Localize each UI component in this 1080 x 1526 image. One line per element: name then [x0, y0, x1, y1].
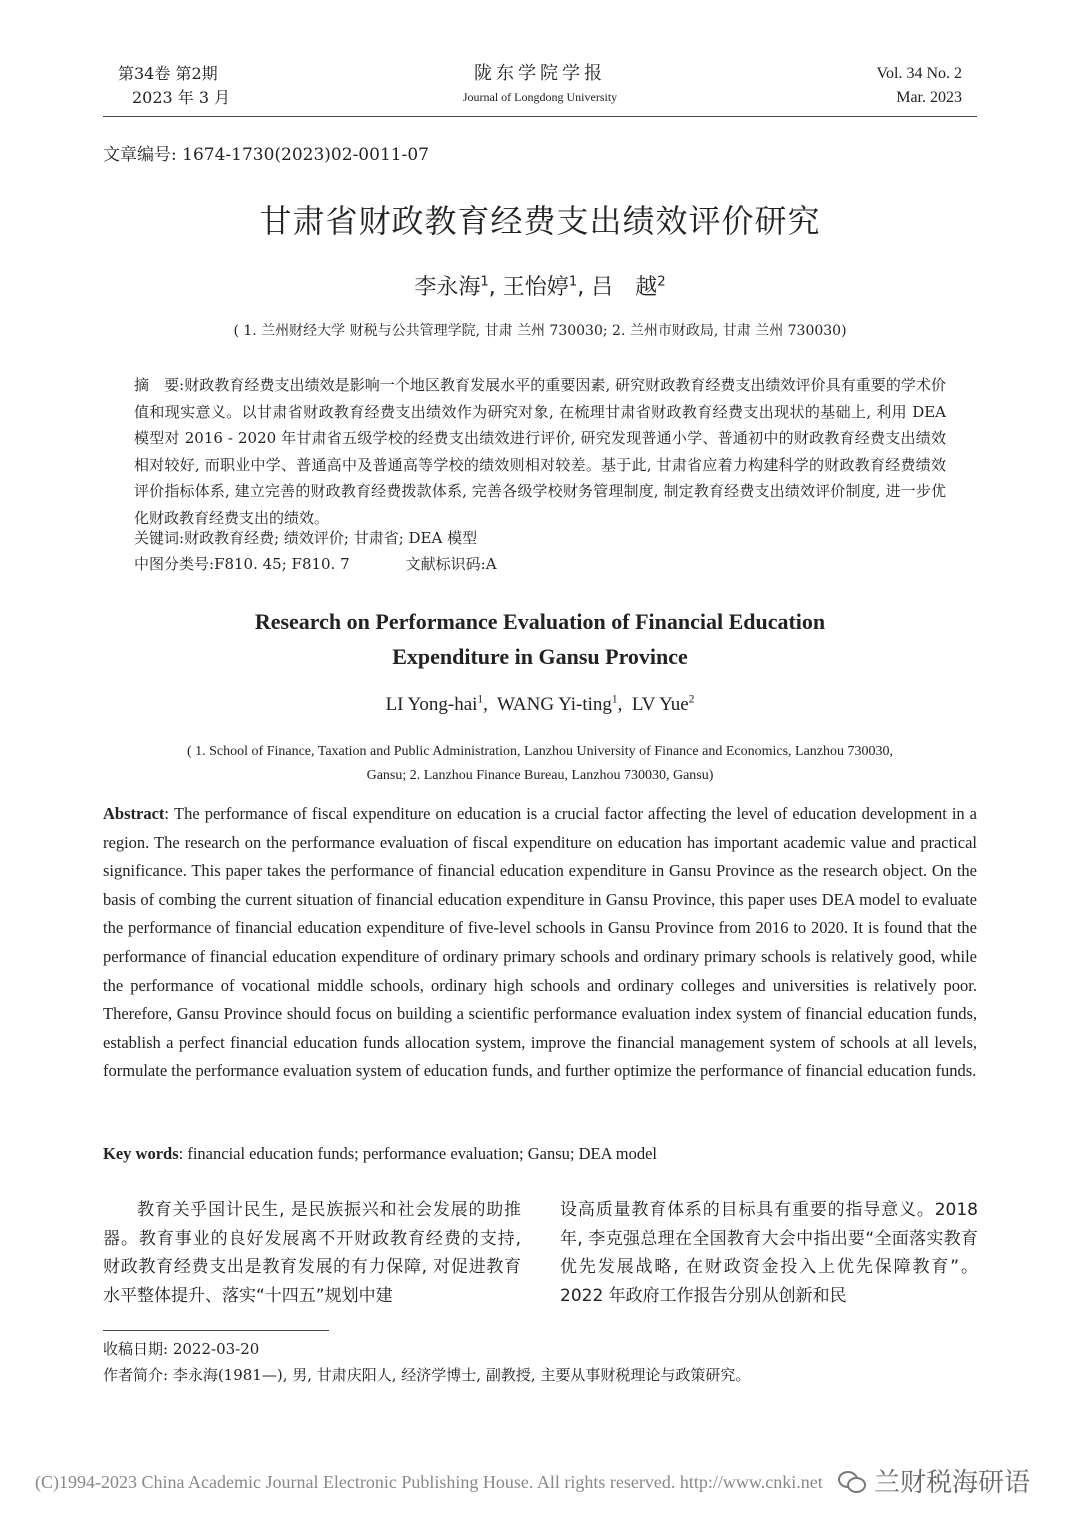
author-bio: 作者简介: 李永海(1981—), 男, 甘肃庆阳人, 经济学博士, 副教授, 主要从事财税理论与政策研究。: [103, 1366, 751, 1384]
title-en-line-1: Research on Performance Evaluation of Financial Education: [254, 609, 826, 634]
keywords-cn-text: 财政教育经费; 绩效评价; 甘肃省; DEA 模型: [184, 529, 478, 547]
author-name-en: LV Yue: [631, 694, 689, 715]
keywords-cn-label: 关键词:: [134, 529, 185, 547]
author-affil-mark: 1: [611, 693, 618, 706]
author-affil-mark: 2: [657, 274, 666, 290]
header-divider: [103, 116, 977, 117]
keywords-en: Key words: financial education funds; performance evaluation; Gansu; DEA model: [103, 1144, 657, 1163]
volume-cn: 第34卷 第2期: [118, 64, 218, 83]
abstract-en: Abstract: The performance of fiscal expenditure on education is a crucial factor affecting the level of education development in a region. The research on the performance evaluation of fiscal expenditure on education has important academic value and practical significance. This paper takes the performance of financial education expenditure in Gansu Province as the research object. On the basis of combing the current situation of financial education expenditure in Gansu Province, this paper uses DEA model to evaluate the performance of financial education expenditure of five-level schools in Gansu Province from 2016 to 2020. It is found that the performance of financial education expenditure of ordinary primary schools and ordinary primary schools is relatively good, while the performance of vocational middle schools, ordinary high schools and ordinary colleges and universities is relatively poor. Therefore, Gansu Province should focus on building a scientific performance evaluation index system of financial education funds, establish a perfect financial education funds allocation system, improve the financial management system of schools at all levels, formulate the performance evaluation system of education funds, and further optimize the performance of financial education funds.: [103, 804, 978, 1081]
author-name-en: WANG Yi-ting: [497, 694, 612, 715]
author-name-en: LI Yong-hai: [385, 694, 478, 715]
watermark-text: 兰财税海研语: [874, 1468, 1031, 1498]
classification-cn: [134, 553, 497, 574]
author-name: 李永海: [414, 275, 481, 300]
article-number: 文章编号: 1674-1730(2023)02-0011-07: [103, 145, 429, 165]
header-volume-cn: [118, 62, 230, 110]
doc-code-label: 文献标识码:: [405, 555, 486, 573]
keywords-en-text: financial education funds; performance evaluation; Gansu; DEA model: [187, 1144, 657, 1163]
title-en: [0, 604, 1080, 674]
authors-cn: 李永海$^1$, 王怡婷$^1$, 吕 越$^2$: [414, 274, 666, 300]
affiliations-en-line-1: ( 1. School of Finance, Taxation and Public Administration, Lanzhou University of Finance and Economics, Lanzhou 730030,: [186, 744, 893, 759]
copyright-notice: (C)1994-2023 China Academic Journal Electronic Publishing House. All rights reserved. http://www.cnki.net: [35, 1472, 823, 1492]
abstract-en-text: The performance of fiscal expenditure on education is a crucial factor affecting the level of education development in a region. The research on the performance evaluation of fiscal expenditure on education has important academic value and practical significance. This paper takes the performance of financial education expenditure in Gansu Province as the research object. On the basis of combing the current situation of financial education expenditure in Gansu Province, this paper uses DEA model to evaluate the performance of financial education expenditure of five-level schools in Gansu Province from 2016 to 2020. It is found that the performance of financial education expenditure of ordinary primary schools and ordinary primary schools is relatively good, while the performance of vocational middle schools, ordinary high schools and ordinary colleges and universities is relatively poor. Therefore, Gansu Province should focus on building a scientific performance evaluation index system of financial education funds, establish a perfect financial education funds allocation system, improve the financial management system of schools at all levels, formulate the performance evaluation system of education funds, and further optimize the performance of financial education funds.: [103, 804, 978, 1081]
date-en: Mar. 2023: [896, 89, 962, 106]
journal-name-en: Journal of Longdong University: [462, 90, 618, 104]
abstract-cn-label: 摘 要:: [134, 376, 185, 394]
received-date: 收稿日期: 2022-03-20: [103, 1340, 260, 1358]
title-cn: 甘肃省财政教育经费支出绩效评价研究: [259, 202, 821, 240]
title-en-line-2: Expenditure in Gansu Province: [392, 644, 688, 669]
author-name: 王怡婷: [502, 275, 569, 300]
body-column-right: 设高质量教育体系的目标具有重要的指导意义。2018 年, 李克强总理在全国教育大会中指出要“全面落实教育优先发展战略, 在财政资金投入上优先保障教育”。2022 年政府工作报告分别从创新和民: [560, 1200, 978, 1306]
affiliations-en: [0, 740, 1080, 788]
abstract-cn-text: 财政教育经费支出绩效是影响一个地区教育发展水平的重要因素, 研究财政教育经费支出绩效评价具有重要的学术价值和现实意义。以甘肃省财政教育经费支出绩效作为研究对象, 在梳理甘肃省财政教育经费支出现状的基础上, 利用 DEA 模型对 2016 - 2020 年甘肃省五级学校的经费支出绩效进行评价, 研究发现普通小学、普通初中的财政教育经费支出绩效相对较好, 而职业中学、普通高中及普通高等学校的绩效则相对较差。基于此, 甘肃省应着力构建科学的财政教育经费绩效评价指标体系, 建立完善的财政教育经费拨款体系, 完善各级学校财务管理制度, 制定教育经费支出绩效评价制度, 进一步优化财政教育经费支出的绩效。: [134, 376, 946, 527]
abstract-cn: [134, 372, 946, 531]
clc-label: 中图分类号:: [134, 555, 215, 573]
journal-name-cn: 陇东学院学报: [474, 63, 606, 84]
clc-code: F810. 45; F810. 7: [214, 555, 350, 573]
affiliations-en-line-2: Gansu; 2. Lanzhou Finance Bureau, Lanzhou 730030, Gansu): [366, 768, 714, 783]
author-affil-mark: 1: [477, 693, 484, 706]
date-cn: 2023 年 3 月: [132, 88, 231, 107]
header-volume-en: [877, 62, 963, 110]
authors-en: LI Yong-hai$^1$, WANG Yi-ting$^1$, LV Yue$^2$: [385, 693, 695, 715]
author-affil-mark: 2: [688, 693, 695, 706]
affiliations-cn: ( 1. 兰州财经大学 财税与公共管理学院, 甘肃 兰州 730030; 2. 兰州市财政局, 甘肃 兰州 730030): [233, 323, 847, 339]
author-affil-mark: 1: [568, 274, 578, 290]
wechat-icon: [838, 1469, 866, 1493]
keywords-cn: [134, 527, 477, 548]
doc-code: A: [485, 555, 497, 573]
journal-name: [340, 62, 740, 108]
volume-en: Vol. 34 No. 2: [876, 65, 962, 82]
author-name: 吕 越: [591, 275, 658, 300]
abstract-en-label: Abstract: [103, 804, 165, 823]
body-column-left: 教育关乎国计民生, 是民族振兴和社会发展的助推器。教育事业的良好发展离不开财政教育经费的支持, 财政教育经费支出是教育发展的有力保障, 对促进教育水平整体提升、落实“十四五”规划中建: [103, 1200, 521, 1306]
watermark: [838, 1462, 1030, 1499]
keywords-en-label: Key words: [103, 1144, 179, 1163]
footnote-divider: [103, 1330, 329, 1331]
author-affil-mark: 1: [480, 274, 489, 290]
